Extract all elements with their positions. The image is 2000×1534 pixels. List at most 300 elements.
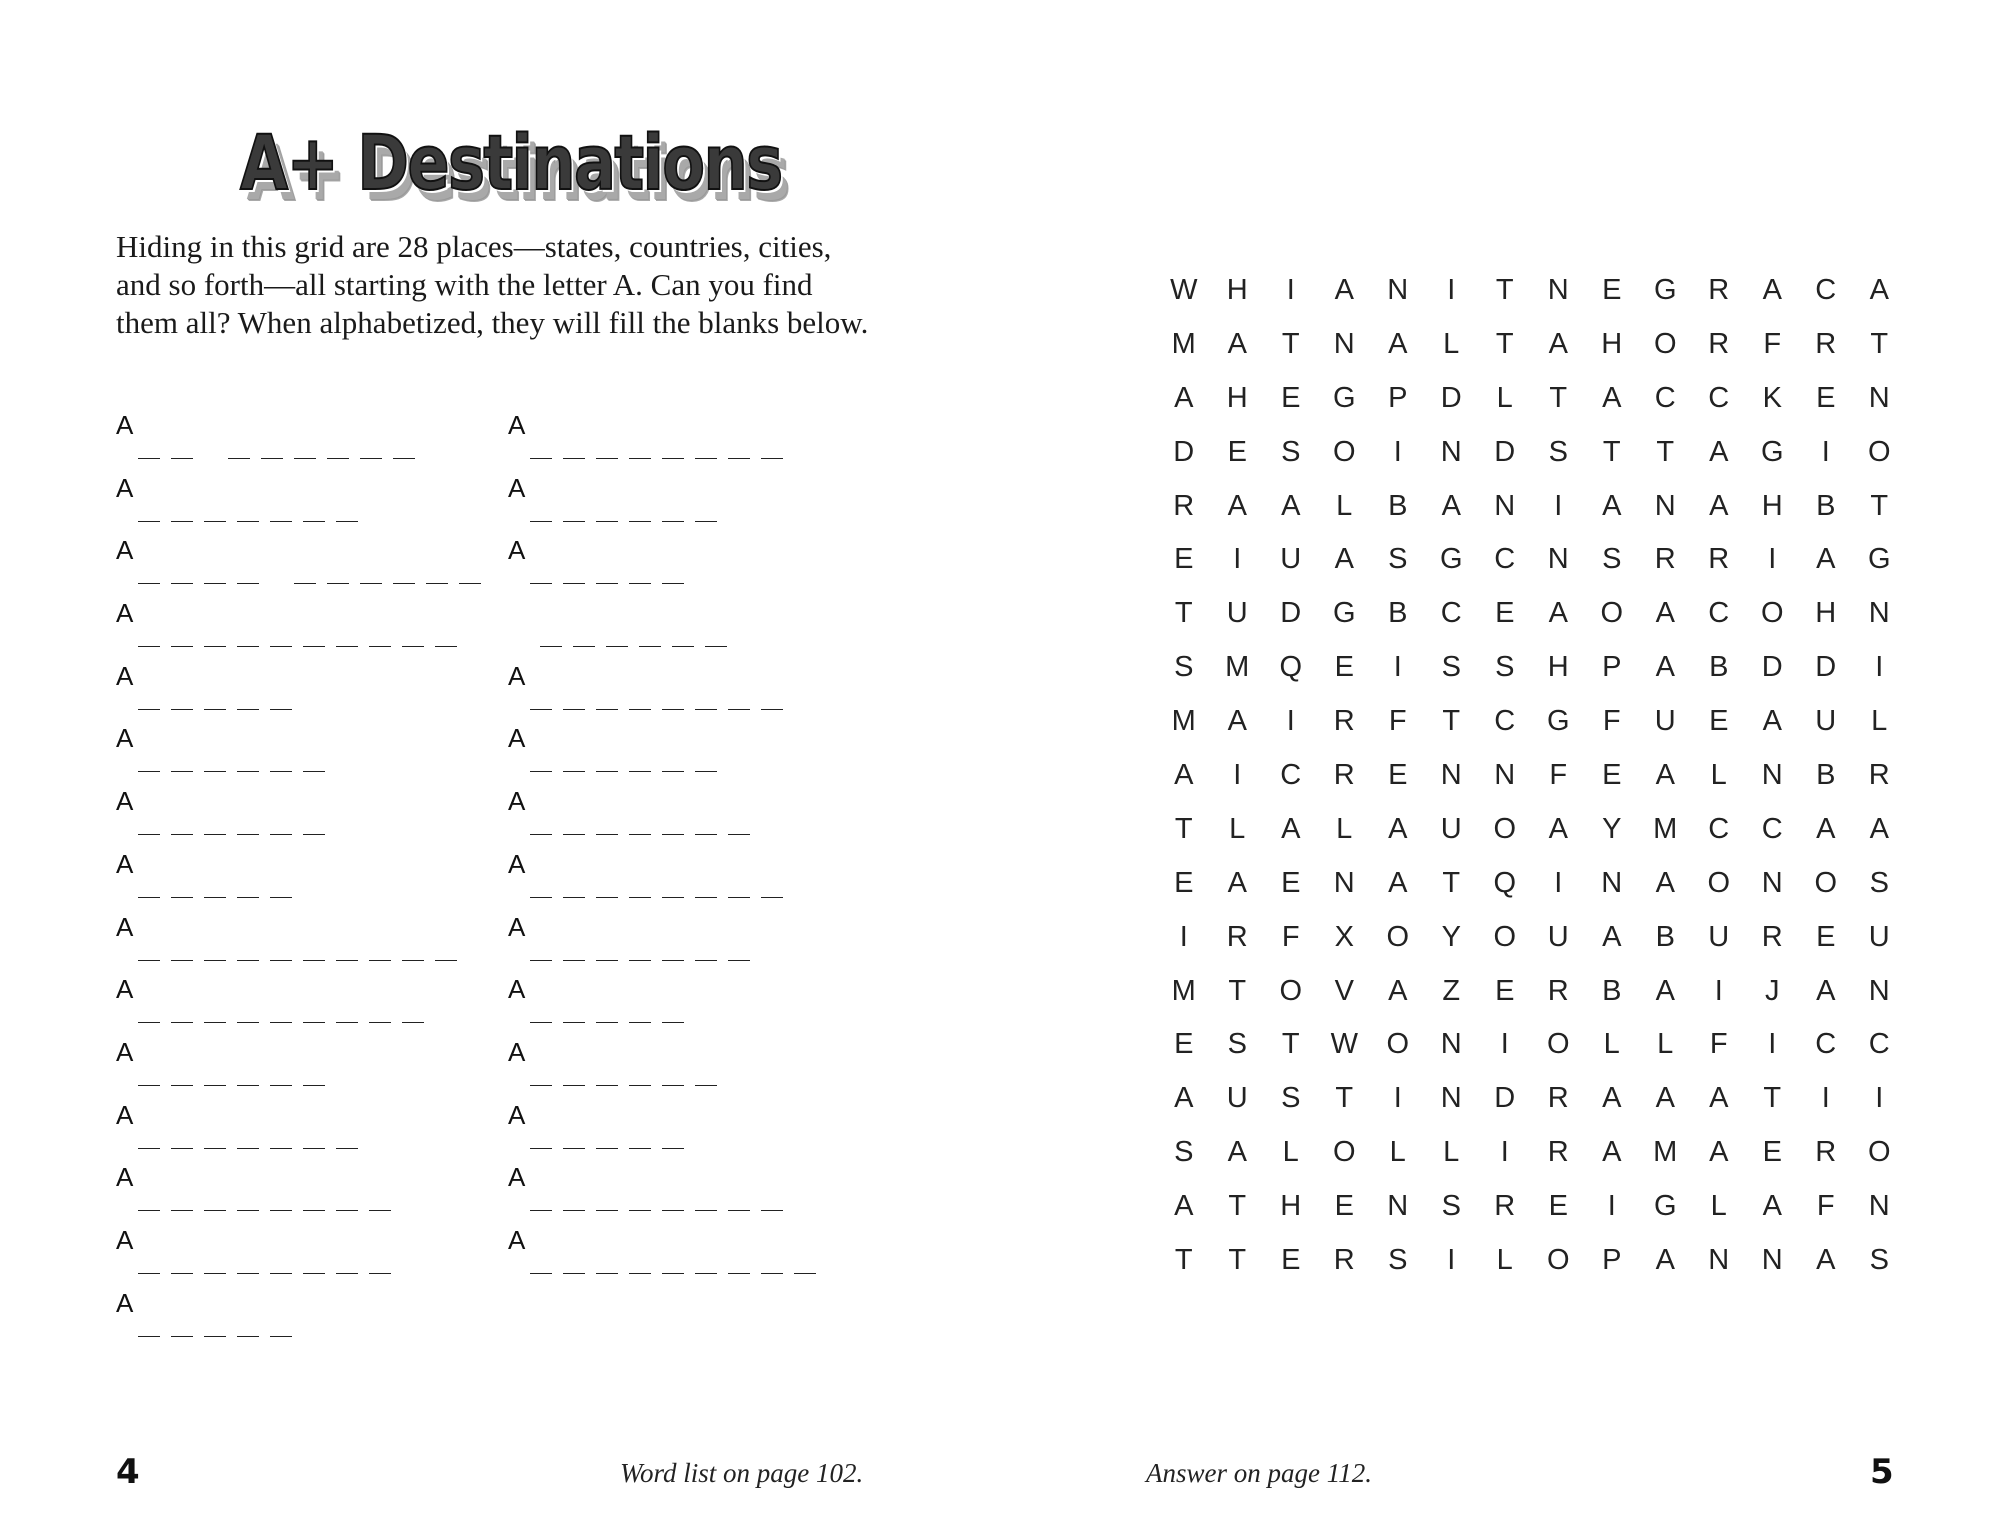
answer-blank <box>116 598 492 661</box>
answer-blank <box>508 723 827 786</box>
grid-letter: A <box>1709 435 1729 468</box>
grid-letter: R <box>1815 327 1837 360</box>
answer-blank <box>116 1037 492 1100</box>
grid-letter: A <box>1762 1190 1782 1223</box>
grid-letter: N <box>1868 974 1890 1007</box>
grid-letter: G <box>1332 597 1356 630</box>
blank-start-letter: A <box>116 472 134 503</box>
grid-letter: F <box>1602 705 1621 738</box>
answer-reference: Answer on page 112. <box>1146 1458 1372 1488</box>
grid-letter: L <box>1336 489 1353 522</box>
blank-underscores <box>530 849 794 898</box>
puzzle-title: A+ Destinations <box>240 118 782 207</box>
answer-blank <box>508 1225 827 1288</box>
answer-blank <box>508 535 827 598</box>
blank-start-letter: A <box>116 1287 134 1318</box>
grid-letter: A <box>1227 489 1247 522</box>
blank-underscores <box>530 1162 794 1211</box>
grid-letter: A <box>1174 1190 1194 1223</box>
blank-underscores <box>530 1037 728 1086</box>
blank-start-letter: A <box>116 911 134 942</box>
grid-letter: A <box>1548 597 1568 630</box>
grid-letter: R <box>1868 759 1890 792</box>
grid-letter: D <box>1815 651 1837 684</box>
grid-letter: R <box>1547 974 1569 1007</box>
blank-underscores <box>138 786 336 835</box>
grid-letter: I <box>1607 1190 1616 1223</box>
grid-letter: N <box>1761 866 1783 899</box>
grid-letter: C <box>1280 759 1302 792</box>
grid-letter: A <box>1762 274 1782 306</box>
grid-letter: X <box>1334 920 1354 953</box>
grid-letter: N <box>1761 1244 1783 1277</box>
grid-letter: U <box>1440 812 1462 845</box>
grid-letter: S <box>1602 543 1622 576</box>
grid-letter: B <box>1709 651 1729 684</box>
grid-letter: R <box>1654 543 1676 576</box>
grid-letter: G <box>1653 1190 1677 1223</box>
blank-underscores <box>138 723 336 772</box>
grid-letter: A <box>1441 489 1461 522</box>
grid-letter: I <box>1393 435 1402 468</box>
grid-letter: Q <box>1279 651 1303 684</box>
grid-letter: N <box>1494 759 1516 792</box>
grid-letter: O <box>1386 1028 1410 1061</box>
blank-underscores <box>138 1162 402 1211</box>
grid-letter: H <box>1601 327 1623 360</box>
grid-letter: A <box>1816 974 1836 1007</box>
answer-blank <box>116 473 492 536</box>
grid-letter: A <box>1655 597 1675 630</box>
grid-letter: S <box>1441 1190 1461 1223</box>
blank-start-letter: A <box>508 974 526 1005</box>
grid-letter: A <box>1548 327 1568 360</box>
grid-letter: I <box>1821 1082 1830 1115</box>
blank-underscores <box>138 1225 402 1274</box>
grid-letter: B <box>1655 920 1675 953</box>
grid-letter: O <box>1546 1028 1570 1061</box>
grid-letter: L <box>1871 705 1888 738</box>
grid-letter: V <box>1334 974 1354 1007</box>
blank-start-letter: A <box>116 1036 134 1067</box>
grid-letter: I <box>1286 274 1295 306</box>
grid-letter: A <box>1655 651 1675 684</box>
grid-letter: B <box>1388 489 1408 522</box>
grid-letter: A <box>1709 1082 1729 1115</box>
word-search-grid <box>1157 270 1906 1294</box>
grid-letter: L <box>1496 1244 1513 1277</box>
blank-underscores <box>138 974 435 1023</box>
blank-underscores <box>138 1100 369 1149</box>
grid-letter: E <box>1548 1190 1568 1223</box>
grid-letter: N <box>1547 274 1569 306</box>
grid-letter: N <box>1333 866 1355 899</box>
grid-letter: R <box>1547 1082 1569 1115</box>
grid-letter: R <box>1708 543 1730 576</box>
grid-letter: T <box>1656 435 1675 468</box>
grid-letter: N <box>1387 1190 1409 1223</box>
grid-letter: A <box>1709 1136 1729 1169</box>
blank-start-letter: A <box>116 1162 134 1193</box>
grid-letter: U <box>1280 543 1302 576</box>
grid-letter: A <box>1655 1244 1675 1277</box>
blank-start-letter: A <box>116 598 134 629</box>
grid-letter: R <box>1761 920 1783 953</box>
grid-letter: E <box>1334 651 1354 684</box>
grid-letter: I <box>1554 866 1563 899</box>
grid-letter: Y <box>1602 812 1622 845</box>
grid-letter: A <box>1227 866 1247 899</box>
grid-letter: T <box>1174 812 1193 845</box>
grid-letter: A <box>1602 1082 1622 1115</box>
blank-start-letter: A <box>508 535 526 566</box>
grid-letter: A <box>1602 489 1622 522</box>
blank-underscores <box>530 410 794 459</box>
grid-letter: A <box>1388 327 1408 360</box>
grid-letter: T <box>1228 974 1247 1007</box>
blank-underscores <box>138 598 468 647</box>
grid-letter: Q <box>1493 866 1517 899</box>
grid-letter: I <box>1500 1136 1509 1169</box>
grid-letter: A <box>1816 543 1836 576</box>
answer-blank <box>508 598 827 661</box>
grid-letter: A <box>1227 327 1247 360</box>
grid-letter: B <box>1602 974 1622 1007</box>
grid-letter: I <box>1875 1082 1884 1115</box>
grid-letter: O <box>1600 597 1624 630</box>
answer-blank <box>508 786 827 849</box>
answer-blank <box>116 410 492 473</box>
grid-letter: E <box>1281 866 1301 899</box>
grid-letter: A <box>1869 812 1889 845</box>
grid-letter: E <box>1174 866 1194 899</box>
grid-letter: N <box>1440 1028 1462 1061</box>
answer-blank <box>508 473 827 536</box>
grid-letter: I <box>1714 974 1723 1007</box>
blank-start-letter: A <box>508 660 526 691</box>
grid-letter: E <box>1602 759 1622 792</box>
grid-letter: C <box>1494 705 1516 738</box>
grid-letter: A <box>1709 489 1729 522</box>
grid-letter: D <box>1280 597 1302 630</box>
answer-blank <box>508 1100 827 1163</box>
blank-underscores <box>530 723 728 772</box>
grid-letter: E <box>1495 597 1515 630</box>
grid-letter: T <box>1495 327 1514 360</box>
word-list-reference: Word list on page 102. <box>620 1458 864 1488</box>
blank-start-letter: A <box>508 911 526 942</box>
grid-letter: R <box>1547 1136 1569 1169</box>
answer-blank <box>508 410 827 473</box>
grid-letter: I <box>1233 543 1242 576</box>
grid-letter: O <box>1332 435 1356 468</box>
grid-letter: A <box>1655 974 1675 1007</box>
grid-letter: A <box>1334 274 1354 306</box>
blank-start-letter: A <box>116 723 134 754</box>
blank-underscores <box>138 849 303 898</box>
grid-letter: N <box>1601 866 1623 899</box>
grid-letter: I <box>1179 920 1188 953</box>
grid-letter: N <box>1440 1082 1462 1115</box>
grid-letter: A <box>1602 381 1622 414</box>
blank-underscores <box>138 912 468 961</box>
grid-letter: P <box>1602 1244 1622 1277</box>
grid-letter: N <box>1440 759 1462 792</box>
blank-start-letter: A <box>508 786 526 817</box>
answer-blank <box>508 974 827 1037</box>
grid-letter: O <box>1760 597 1784 630</box>
grid-letter: W <box>1330 1028 1358 1061</box>
grid-letter: G <box>1546 705 1570 738</box>
grid-letter: A <box>1816 812 1836 845</box>
grid-letter: N <box>1547 543 1569 576</box>
grid-letter: I <box>1447 1244 1456 1277</box>
grid-letter: A <box>1602 1136 1622 1169</box>
blank-underscores <box>138 661 303 710</box>
answer-blank <box>116 1100 492 1163</box>
grid-letter: T <box>1602 435 1621 468</box>
grid-letter: T <box>1870 327 1889 360</box>
grid-letter: C <box>1494 543 1516 576</box>
grid-letter: O <box>1386 920 1410 953</box>
grid-letter: U <box>1868 920 1890 953</box>
grid-letter: A <box>1655 759 1675 792</box>
grid-letter: O <box>1279 974 1303 1007</box>
grid-letter: E <box>1334 1190 1354 1223</box>
grid-letter: H <box>1226 381 1248 414</box>
grid-letter: L <box>1710 1190 1727 1223</box>
blank-start-letter: A <box>116 1224 134 1255</box>
blank-underscores <box>138 410 426 459</box>
grid-letter: E <box>1388 759 1408 792</box>
grid-letter: R <box>1708 274 1730 306</box>
grid-letter: E <box>1174 1028 1194 1061</box>
grid-letter: A <box>1281 812 1301 845</box>
blank-start-letter: A <box>508 723 526 754</box>
grid-letter: E <box>1281 1244 1301 1277</box>
grid-letter: M <box>1171 974 1196 1007</box>
grid-letter: F <box>1281 920 1300 953</box>
grid-letter: L <box>1389 1136 1406 1169</box>
grid-letter: C <box>1761 812 1783 845</box>
answer-blank <box>116 974 492 1037</box>
grid-letter: S <box>1281 435 1301 468</box>
grid-letter: A <box>1388 974 1408 1007</box>
puzzle-instructions: Hiding in this grid are 28 places—states, countries, cities, and so forth—all starting with the letter A. Can you find them all? When alphabetized, they will fill the blanks below. <box>116 229 869 340</box>
grid-letter: A <box>1388 866 1408 899</box>
grid-letter: C <box>1708 381 1730 414</box>
grid-letter: D <box>1494 1082 1516 1115</box>
grid-letter: W <box>1170 274 1198 306</box>
grid-letter: D <box>1761 651 1783 684</box>
blank-start-letter: A <box>116 1099 134 1130</box>
answer-blank <box>116 786 492 849</box>
grid-letter: E <box>1709 705 1729 738</box>
grid-letter: A <box>1816 1244 1836 1277</box>
blank-underscores <box>138 1037 336 1086</box>
grid-letter: S <box>1495 651 1515 684</box>
grid-letter: F <box>1388 705 1407 738</box>
grid-letter: A <box>1548 812 1568 845</box>
grid-letter: R <box>1333 1244 1355 1277</box>
grid-letter: B <box>1816 759 1836 792</box>
grid-letter: H <box>1761 489 1783 522</box>
grid-letter: T <box>1174 597 1193 630</box>
grid-letter: I <box>1447 274 1456 306</box>
grid-letter: G <box>1332 381 1356 414</box>
grid-letter: M <box>1225 651 1250 684</box>
grid-letter: L <box>1443 1136 1460 1169</box>
grid-letter: A <box>1388 812 1408 845</box>
grid-letter: T <box>1442 705 1461 738</box>
grid-letter: Y <box>1441 920 1461 953</box>
grid-letter: I <box>1554 489 1563 522</box>
grid-letter: S <box>1869 866 1889 899</box>
grid-letter: A <box>1655 866 1675 899</box>
answer-blank <box>508 912 827 975</box>
grid-letter: T <box>1495 274 1514 306</box>
grid-letter: R <box>1333 705 1355 738</box>
blank-start-letter: A <box>508 1224 526 1255</box>
blank-start-letter: A <box>508 1036 526 1067</box>
grid-letter: C <box>1654 381 1676 414</box>
grid-letter: N <box>1440 435 1462 468</box>
blank-start-letter: A <box>116 848 134 879</box>
grid-letter: U <box>1226 597 1248 630</box>
grid-letter: G <box>1867 543 1891 576</box>
grid-letter: L <box>1657 1028 1674 1061</box>
grid-letter: I <box>1393 651 1402 684</box>
answer-blank <box>508 849 827 912</box>
blank-start-letter: A <box>116 974 134 1005</box>
grid-letter: R <box>1333 759 1355 792</box>
grid-letter: U <box>1226 1082 1248 1115</box>
grid-letter: T <box>1870 489 1889 522</box>
grid-letter: G <box>1439 543 1463 576</box>
answer-blank <box>116 1288 492 1351</box>
grid-letter: P <box>1388 381 1408 414</box>
grid-letter: S <box>1869 1244 1889 1277</box>
grid-letter: A <box>1655 1082 1675 1115</box>
answer-blank <box>116 849 492 912</box>
grid-letter: S <box>1548 435 1568 468</box>
grid-letter: U <box>1815 705 1837 738</box>
grid-letter: N <box>1761 759 1783 792</box>
blank-start-letter: A <box>116 786 134 817</box>
answer-blank <box>116 723 492 786</box>
grid-letter: U <box>1708 920 1730 953</box>
grid-letter: T <box>1174 1244 1193 1277</box>
grid-letter: P <box>1602 651 1622 684</box>
grid-letter: N <box>1868 1190 1890 1223</box>
blank-underscores <box>530 661 794 710</box>
grid-letter: H <box>1547 651 1569 684</box>
grid-letter: L <box>1496 381 1513 414</box>
grid-letter: C <box>1815 274 1837 306</box>
grid-letter: T <box>1442 866 1461 899</box>
grid-letter: R <box>1708 327 1730 360</box>
grid-letter: O <box>1867 1136 1891 1169</box>
blank-start-letter: A <box>116 660 134 691</box>
grid-letter: I <box>1500 1028 1509 1061</box>
grid-letter: A <box>1227 1136 1247 1169</box>
grid-letter: K <box>1762 381 1782 414</box>
blank-underscores <box>530 1225 827 1274</box>
answer-blank <box>116 1162 492 1225</box>
grid-letter: R <box>1494 1190 1516 1223</box>
grid-letter: N <box>1494 489 1516 522</box>
grid-letter: A <box>1227 705 1247 738</box>
grid-letter: F <box>1709 1028 1728 1061</box>
answer-blanks-column-2 <box>508 410 827 1288</box>
grid-letter: N <box>1387 274 1409 306</box>
grid-letter: A <box>1174 1082 1194 1115</box>
grid-letter: E <box>1227 435 1247 468</box>
grid-letter: L <box>1603 1028 1620 1061</box>
answer-blank <box>116 535 492 598</box>
grid-letter: D <box>1440 381 1462 414</box>
blank-underscores <box>138 1288 303 1337</box>
grid-letter: E <box>1495 974 1515 1007</box>
blank-start-letter: A <box>116 410 134 440</box>
grid-letter: N <box>1708 1244 1730 1277</box>
grid-letter: S <box>1281 1082 1301 1115</box>
grid-letter: L <box>1229 812 1246 845</box>
grid-letter: O <box>1867 435 1891 468</box>
blank-start-letter: A <box>116 535 134 566</box>
grid-letter: F <box>1549 759 1568 792</box>
grid-letter: F <box>1763 327 1782 360</box>
blank-start-letter: A <box>508 848 526 879</box>
answer-blank <box>116 912 492 975</box>
grid-letter: N <box>1868 597 1890 630</box>
grid-letter: R <box>1173 489 1195 522</box>
grid-letter: T <box>1549 381 1568 414</box>
blank-underscores <box>530 912 761 961</box>
grid-letter: S <box>1388 543 1408 576</box>
grid-letter: I <box>1393 1082 1402 1115</box>
blank-start-letter: A <box>508 410 526 440</box>
grid-letter: B <box>1388 597 1408 630</box>
grid-letter: S <box>1441 651 1461 684</box>
grid-letter: A <box>1174 759 1194 792</box>
blank-underscores <box>530 786 761 835</box>
blank-underscores <box>530 473 728 522</box>
grid-letter: O <box>1814 866 1838 899</box>
answer-blank <box>116 661 492 724</box>
grid-letter: I <box>1875 651 1884 684</box>
grid-letter: O <box>1332 1136 1356 1169</box>
grid-letter: D <box>1494 435 1516 468</box>
grid-letter: E <box>1602 274 1622 306</box>
blank-start-letter: A <box>508 1099 526 1130</box>
grid-letter: Z <box>1442 974 1461 1007</box>
grid-letter: A <box>1281 489 1301 522</box>
answer-blanks-column-1 <box>116 410 492 1350</box>
grid-letter: A <box>1602 920 1622 953</box>
grid-letter: T <box>1228 1244 1247 1277</box>
grid-letter: T <box>1281 327 1300 360</box>
grid-letter: H <box>1815 597 1837 630</box>
grid-letter: T <box>1281 1028 1300 1061</box>
grid-letter: C <box>1440 597 1462 630</box>
grid-letter: D <box>1173 435 1195 468</box>
grid-letter: U <box>1547 920 1569 953</box>
grid-letter: H <box>1226 274 1248 306</box>
grid-letter: G <box>1760 435 1784 468</box>
grid-letter: O <box>1493 812 1517 845</box>
grid-letter: N <box>1333 327 1355 360</box>
